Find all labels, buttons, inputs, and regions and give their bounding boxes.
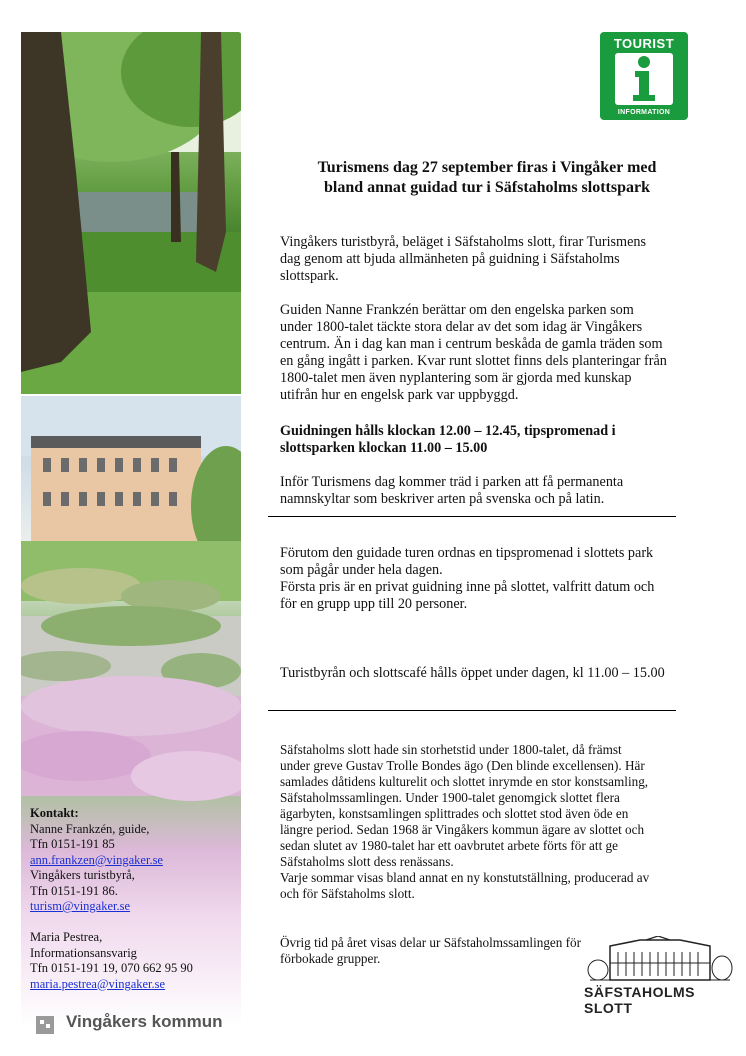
- paragraph-opening-hours: [280, 665, 700, 682]
- contact-line: Maria Pestrea,: [30, 930, 103, 944]
- text-line: slottspark.: [280, 268, 339, 284]
- text-line: utifrån hur en engelsk park var uppbyggd.: [280, 387, 519, 403]
- text-line: Säfstaholmssamlingen. Under 1900-talet genomgick slottet flera: [280, 790, 620, 805]
- text-line: längre period. Sedan 1968 är Vingåkers kommun ägare av slottet och: [280, 822, 645, 837]
- paragraph-history: [280, 742, 700, 902]
- paragraph-guide: [280, 302, 700, 404]
- contact-block: [30, 806, 163, 915]
- text-line: Vingåkers turistbyrå, beläget i Säfstaholms slott, firar Turismens: [280, 234, 647, 250]
- headline-line: Turismens dag 27 september firas i Vingåker med: [317, 159, 657, 176]
- text-line: en gång ingått i parken. Kvar runt slottet finns dels planteringar från: [280, 353, 667, 369]
- info-i-icon: [615, 53, 673, 105]
- contact-line: Vingåkers turistbyrå,: [30, 868, 135, 882]
- text-line: dag genom att bjuda allmänheten på guidning i Säfstaholms: [280, 251, 620, 267]
- safstaholms-slott-logo: [580, 936, 736, 1016]
- text-line: Övrig tid på året visas delar ur Säfstaholmssamlingen för: [280, 935, 582, 950]
- text-line: Guiden Nanne Frankzén berättar om den engelska parken som: [280, 302, 634, 318]
- text-line: namnskyltar som beskriver arten på svenska och på latin.: [280, 491, 605, 507]
- text-line: ägarbyten, konstsamlingen splittrades och slottet stod även öde en: [280, 806, 629, 821]
- text-line: Första pris är en privat guidning inne på slottet, valfritt datum och: [280, 579, 655, 595]
- paragraph-signs: [280, 474, 700, 508]
- contact-line: Nanne Frankzén, guide,: [30, 821, 150, 836]
- castle-drawing-icon: [580, 936, 736, 984]
- contact-line: Tfn 0151-191 19, 070 662 95 90: [30, 961, 193, 975]
- text-line: som pågår under hela dagen.: [280, 562, 443, 578]
- email-link-tourism[interactable]: turism@vingaker.se: [30, 899, 131, 913]
- text-line: Säfstaholms slott hade sin storhetstid under 1800-talet, då främst: [280, 742, 622, 757]
- park-photo-illustration: [21, 32, 241, 394]
- text-line: Varje sommar visas bland annat en ny konstutställning, producerad av: [280, 870, 650, 885]
- paragraph-intro: [280, 234, 700, 285]
- park-photo: [21, 32, 241, 394]
- tourist-information-logo: [600, 32, 688, 120]
- paragraph-collection: [280, 935, 610, 967]
- text-line: Inför Turismens dag kommer träd i parken att få permanenta: [280, 474, 624, 490]
- divider: [268, 710, 676, 711]
- logo-bottom-text: INFORMATION: [617, 109, 671, 116]
- logo-top-text: TOURIST: [613, 36, 675, 51]
- paragraph-times: [280, 423, 700, 457]
- contact-block-info: [30, 930, 193, 992]
- text-line: slottsparken klockan 11.00 – 15.00: [280, 440, 488, 456]
- text-line: 1800-talet men även nyplantering som är gjorda med kunskap: [280, 370, 632, 386]
- text-line: Säfstaholms slott dess renässans.: [280, 854, 454, 869]
- text-line: under 1800-talet täckte stora delar av det som idag är Vingåkers: [280, 319, 643, 335]
- text-line: Förutom den guidade turen ordnas en tipspromenad i slottets park: [280, 545, 654, 561]
- contact-line: Tfn 0151-191 85: [30, 837, 115, 851]
- email-link-info[interactable]: maria.pestrea@vingaker.se: [30, 976, 166, 991]
- text-line: samlades dåtidens kulturelit och slottet inrymde en stor konstsamling,: [280, 774, 649, 789]
- divider: [268, 516, 676, 517]
- text-line: under greve Gustav Trolle Bondes ägo (Den blinde excellensen). Här: [280, 758, 645, 773]
- castle-logo-text: SÄFSTAHOLMS SLOTT: [584, 984, 696, 1016]
- text-line: Turistbyrån och slottscafé hålls öppet under dagen, kl 11.00 – 15.00: [280, 665, 665, 681]
- text-line: sedan slutet av 1980-talet har ett oavbrutet arbete förts för att ge: [280, 838, 618, 853]
- text-line: för en grupp upp till 20 personer.: [280, 596, 468, 612]
- headline-line: bland annat guidad tur i Säfstaholms slottspark: [323, 179, 651, 196]
- municipality-logo: [34, 1010, 234, 1040]
- headline: [282, 158, 692, 198]
- email-link-guide[interactable]: ann.frankzen@vingaker.se: [30, 852, 163, 867]
- contact-line: Tfn 0151-191 86.: [30, 883, 118, 898]
- text-line: och för Säfstaholms slott.: [280, 886, 415, 901]
- paragraph-quiz: [280, 545, 700, 613]
- municipality-crest-icon: [34, 1014, 58, 1036]
- text-line: förbokade grupper.: [280, 951, 381, 966]
- text-line: centrum. Än i dag kan man i centrum beskåda de gamla träden som: [280, 336, 663, 352]
- municipality-name: Vingåkers kommun: [66, 1012, 223, 1031]
- text-line: Guidningen hålls klockan 12.00 – 12.45, tipspromenad i: [280, 423, 616, 439]
- contact-heading: Kontakt:: [30, 806, 79, 820]
- contact-line: Informationsansvarig: [30, 945, 137, 960]
